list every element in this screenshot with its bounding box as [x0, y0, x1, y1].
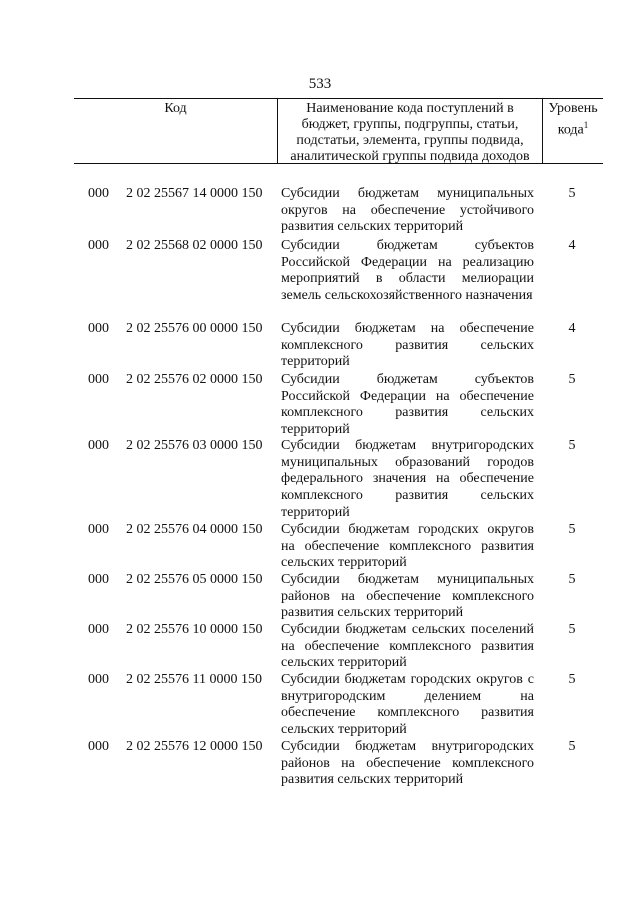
row-name: Субсидии бюджетам муниципальных районов на обеспечение комплексного развития сельских территорий	[281, 572, 534, 621]
row-admin-code: 000	[88, 438, 109, 453]
header-level-footnote: 1	[583, 120, 589, 130]
header-level-label: Уровень кода	[548, 101, 598, 138]
header-level	[543, 99, 603, 163]
row-level: 5	[568, 372, 576, 387]
row-name: Субсидии бюджетам внутригородских муниципальных образований городов федерального значения на обеспечение комплексного развития сельских территорий	[281, 438, 534, 520]
row-admin-code: 000	[88, 321, 109, 336]
row-level: 5	[568, 672, 576, 687]
row-admin-code: 000	[88, 522, 109, 537]
row-level: 5	[568, 739, 576, 754]
row-code: 2 02 25576 02 0000 150	[126, 372, 263, 387]
row-admin-code: 000	[88, 186, 109, 201]
row-level: 4	[568, 238, 576, 253]
row-code: 2 02 25576 12 0000 150	[126, 739, 263, 754]
row-code: 2 02 25576 11 0000 150	[126, 672, 262, 687]
row-name: Субсидии бюджетам субъектов Российской Федерации на обеспечение комплексного развития сельских территорий	[281, 372, 534, 438]
row-name: Субсидии бюджетам на обеспечение комплексного развития сельских территорий	[281, 321, 534, 370]
row-code: 2 02 25576 05 0000 150	[126, 572, 263, 587]
row-admin-code: 000	[88, 622, 109, 637]
row-code: 2 02 25576 00 0000 150	[126, 321, 263, 336]
row-name: Субсидии бюджетам сельских поселений на обеспечение комплексного развития сельских территорий	[281, 622, 534, 671]
row-admin-code: 000	[88, 739, 109, 754]
page-number: 533	[308, 76, 332, 92]
table-header	[74, 98, 603, 164]
row-name: Субсидии бюджетам субъектов Российской Федерации на реализацию мероприятий в области мелиорации земель сельскохозяйственного назначения	[281, 238, 534, 304]
row-level: 5	[568, 572, 576, 587]
row-level: 5	[568, 438, 576, 453]
row-code: 2 02 25576 04 0000 150	[126, 522, 263, 537]
row-code: 2 02 25568 02 0000 150	[126, 238, 263, 253]
row-code: 2 02 25567 14 0000 150	[126, 186, 263, 201]
row-level: 5	[568, 622, 576, 637]
row-code: 2 02 25576 10 0000 150	[126, 622, 263, 637]
row-code: 2 02 25576 03 0000 150	[126, 438, 263, 453]
row-admin-code: 000	[88, 372, 109, 387]
row-name: Субсидии бюджетам городских округов на обеспечение комплексного развития сельских территорий	[281, 522, 534, 571]
header-name: Наименование кода поступлений в бюджет, группы, подгруппы, статьи, подстатьи, элемента, группы подвида, аналитической группы подвида доходов	[277, 99, 543, 163]
row-name: Субсидии бюджетам внутригородских районов на обеспечение комплексного развития сельских территорий	[281, 739, 534, 788]
header-code: Код	[164, 101, 187, 116]
row-admin-code: 000	[88, 672, 109, 687]
row-name: Субсидии бюджетам городских округов с внутригородским делением на обеспечение комплексного развития сельских территорий	[281, 672, 534, 738]
row-name: Субсидии бюджетам муниципальных округов на обеспечение устойчивого развития сельских территорий	[281, 186, 534, 235]
row-admin-code: 000	[88, 572, 109, 587]
row-level: 5	[568, 522, 576, 537]
row-level: 4	[568, 321, 576, 336]
row-admin-code: 000	[88, 238, 109, 253]
row-level: 5	[568, 186, 576, 201]
